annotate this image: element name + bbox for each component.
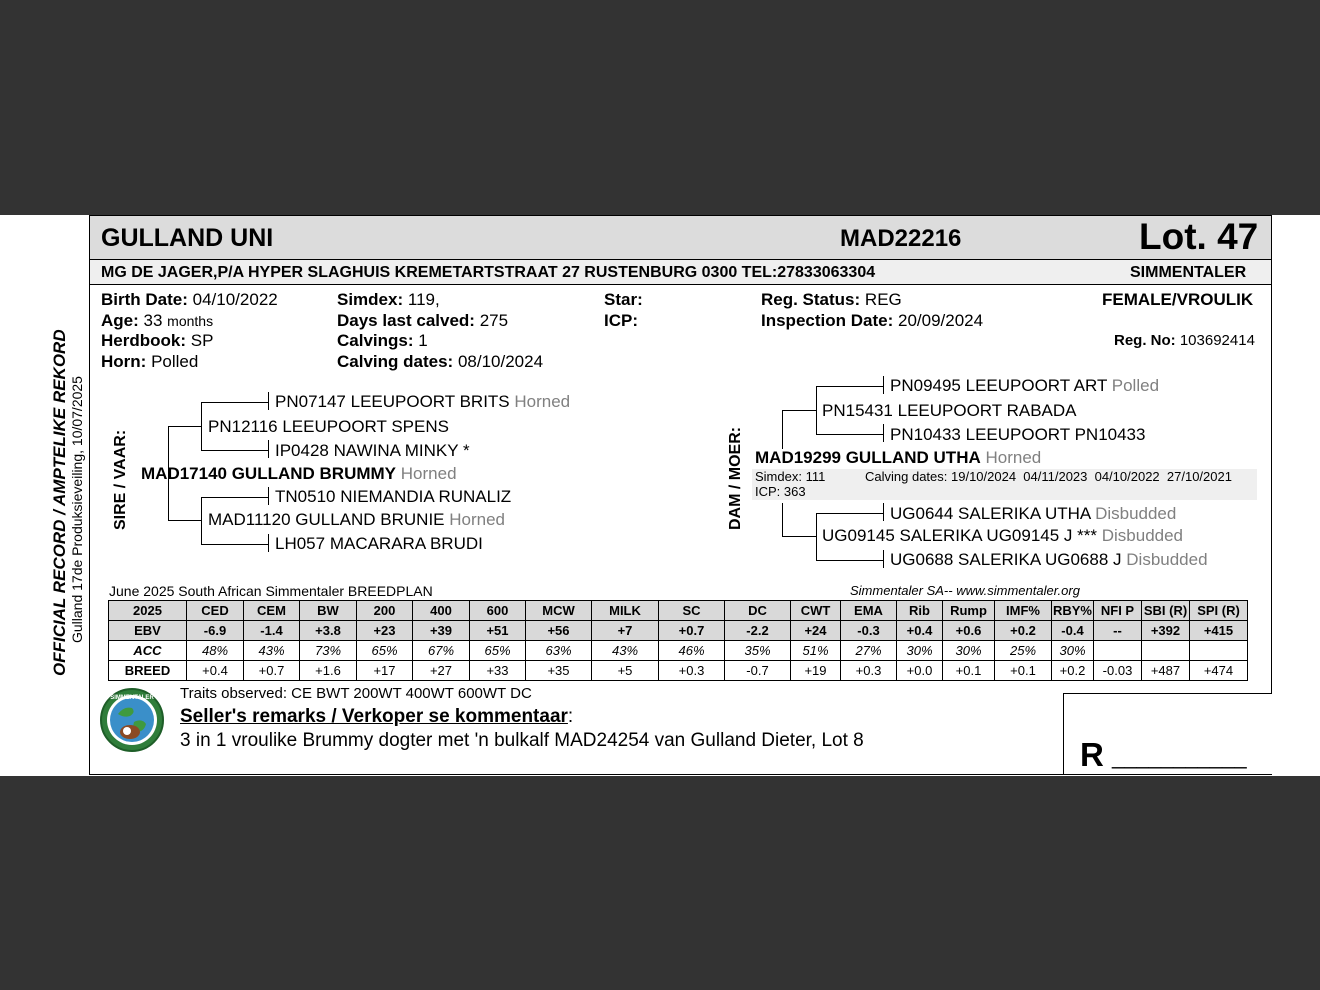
dam-dam-dam: UG0688 SALERIKA UG0688 J Disbudded xyxy=(890,550,1208,569)
headers-cell: MCW xyxy=(526,601,592,621)
sds-tick xyxy=(268,487,269,505)
breedplan-title: June 2025 South African Simmentaler BREEDPLAN xyxy=(109,583,433,599)
sss-tick xyxy=(268,392,269,410)
acc-cell: 27% xyxy=(841,641,897,661)
sire-dam-sire: TN0510 NIEMANDIA RUNALIZ xyxy=(275,487,512,506)
ebv-cell: +56 xyxy=(526,621,592,641)
acc-cell: 30% xyxy=(1052,641,1094,661)
acc-cell: 30% xyxy=(943,641,995,661)
breed-cell: +17 xyxy=(357,661,413,681)
traits-observed: Traits observed: CE BWT 200WT 400WT 600WT DC xyxy=(180,685,532,702)
headers-cell: CEM xyxy=(244,601,300,621)
dam-sire-dam: PN10433 LEEUPOORT PN10433 xyxy=(890,425,1146,444)
breedplan-table xyxy=(108,600,1248,681)
ebv-cell: +51 xyxy=(470,621,526,641)
dam-bracket-top xyxy=(782,410,816,411)
breed-cell: +0.4 xyxy=(187,661,244,681)
headers-cell: Rump xyxy=(943,601,995,621)
acc-cell: ACC xyxy=(109,641,187,661)
breed-name: SIMMENTALER xyxy=(1130,264,1247,281)
ssd-tick xyxy=(268,440,269,458)
dam-dam: UG09145 SALERIKA UG09145 J *** Disbudded xyxy=(822,526,1184,545)
ebv-cell: -- xyxy=(1094,621,1142,641)
ds-bracket-top xyxy=(816,386,883,387)
ds-bracket xyxy=(816,386,817,434)
headers-cell: BW xyxy=(300,601,357,621)
sire-sire-dam: IP0428 NAWINA MINKY * xyxy=(275,441,470,460)
ds-bracket-bottom xyxy=(816,434,883,435)
dam-icp: ICP: 363 xyxy=(755,484,806,499)
acc-cell: 63% xyxy=(526,641,592,661)
age: Age: 33 months xyxy=(101,311,214,330)
breed-cell: +27 xyxy=(413,661,470,681)
inspection-date: Inspection Date: 20/09/2024 xyxy=(761,311,984,330)
breed-cell: -0.7 xyxy=(725,661,791,681)
headers-cell: SC xyxy=(659,601,725,621)
breed-cell: -0.03 xyxy=(1094,661,1142,681)
headers-cell: CWT xyxy=(791,601,841,621)
sire-name: MAD17140 GULLAND BRUMMY Horned xyxy=(141,464,457,483)
breed-cell: BREED xyxy=(109,661,187,681)
breed-cell: +35 xyxy=(526,661,592,681)
ddd-tick xyxy=(883,550,884,568)
sd-bracket-top xyxy=(201,497,268,498)
acc-cell: 51% xyxy=(791,641,841,661)
price-line: ___________ xyxy=(1112,744,1247,769)
breedplan-breed-row xyxy=(109,661,1248,681)
acc-cell: 48% xyxy=(187,641,244,661)
headers-cell: 400 xyxy=(413,601,470,621)
headers-cell: 2025 xyxy=(109,601,187,621)
ebv-cell: -0.3 xyxy=(841,621,897,641)
card-frame-right xyxy=(1271,215,1272,694)
acc-cell xyxy=(1190,641,1248,661)
ss-bracket-bottom xyxy=(201,450,268,451)
breedplan-acc-row xyxy=(109,641,1248,661)
dsd-tick xyxy=(883,424,884,442)
breed-cell: +5 xyxy=(592,661,659,681)
breed-cell: +487 xyxy=(1142,661,1190,681)
ebv-cell: +0.6 xyxy=(943,621,995,641)
dam-sire-sire: PN09495 LEEUPOORT ART Polled xyxy=(890,376,1160,395)
acc-cell: 46% xyxy=(659,641,725,661)
dam-label: DAM / MOER: xyxy=(727,426,744,530)
ss-bracket xyxy=(201,402,202,450)
sex: FEMALE/VROULIK xyxy=(1102,290,1254,309)
ebv-cell: +39 xyxy=(413,621,470,641)
ebv-cell: +0.7 xyxy=(659,621,725,641)
sire-sire-sire: PN07147 LEEUPOORT BRITS Horned xyxy=(275,392,571,411)
animal-name: GULLAND UNI xyxy=(101,224,274,252)
dd-bracket xyxy=(816,513,817,560)
dam-bracket-bottom-vert xyxy=(782,503,783,536)
ebv-cell: +7 xyxy=(592,621,659,641)
ebv-cell: -6.9 xyxy=(187,621,244,641)
headers-cell: Rib xyxy=(897,601,943,621)
sire-label: SIRE / VAAR: xyxy=(112,429,129,530)
headers-cell: 600 xyxy=(470,601,526,621)
dam-bracket-top-vert xyxy=(782,410,783,449)
reg-status: Reg. Status: REG xyxy=(761,290,902,309)
ebv-cell: +0.4 xyxy=(897,621,943,641)
breed-cell: +474 xyxy=(1190,661,1248,681)
headers-cell: SBI (R) xyxy=(1142,601,1190,621)
ebv-cell: EBV xyxy=(109,621,187,641)
headers-cell: CED xyxy=(187,601,244,621)
herdbook: Herdbook: SP xyxy=(101,331,214,350)
horn-status: Horn: Polled xyxy=(101,352,199,371)
dd-bracket-top xyxy=(816,513,883,514)
sire-dam: MAD11120 GULLAND BRUNIE Horned xyxy=(208,510,506,529)
acc-cell xyxy=(1142,641,1190,661)
days-last-calved: Days last calved: 275 xyxy=(337,311,509,330)
acc-cell: 67% xyxy=(413,641,470,661)
breed-cell: +33 xyxy=(470,661,526,681)
breedplan-website: Simmentaler SA-- www.simmentaler.org xyxy=(850,583,1080,598)
breed-cell: +0.1 xyxy=(995,661,1052,681)
acc-cell: 35% xyxy=(725,641,791,661)
dd-bracket-bottom xyxy=(816,560,883,561)
ebv-cell: -0.4 xyxy=(1052,621,1094,641)
breed-cell: +19 xyxy=(791,661,841,681)
sd-bracket xyxy=(201,497,202,544)
simdex: Simdex: 119, xyxy=(337,290,440,309)
dss-tick xyxy=(883,376,884,394)
ebv-cell: -1.4 xyxy=(244,621,300,641)
simmentaler-logo xyxy=(100,688,164,752)
headers-cell: 200 xyxy=(357,601,413,621)
breed-cell: +0.7 xyxy=(244,661,300,681)
ebv-cell: +392 xyxy=(1142,621,1190,641)
price-r-label: R xyxy=(1080,736,1104,773)
breedplan-ebv-row xyxy=(109,621,1248,641)
dam-sire: PN15431 LEEUPOORT RABADA xyxy=(822,401,1077,420)
acc-cell: 73% xyxy=(300,641,357,661)
reg-number: Reg. No: 103692414 xyxy=(1114,332,1255,349)
acc-cell xyxy=(1094,641,1142,661)
ss-bracket-top xyxy=(201,402,268,403)
official-record-label: OFFICIAL RECORD / AMPTELIKE REKORD xyxy=(50,329,69,676)
sire-dam-dam: LH057 MACARARA BRUDI xyxy=(275,534,483,553)
headers-cell: IMF% xyxy=(995,601,1052,621)
sire-sire: PN12116 LEEUPOORT SPENS xyxy=(208,417,449,436)
calving-dates: Calving dates: 08/10/2024 xyxy=(337,352,544,371)
acc-cell: 43% xyxy=(244,641,300,661)
dam-name: MAD19299 GULLAND UTHA Horned xyxy=(755,448,1042,467)
acc-cell: 65% xyxy=(357,641,413,661)
lot-number: Lot. 47 xyxy=(1139,216,1259,257)
animal-id: MAD22216 xyxy=(840,225,962,252)
ebv-cell: +3.8 xyxy=(300,621,357,641)
breedplan-header-row xyxy=(109,601,1248,621)
birth-date: Birth Date: 04/10/2022 xyxy=(101,290,278,309)
breed-cell: +0.1 xyxy=(943,661,995,681)
dam-dam-sire: UG0644 SALERIKA UTHA Disbudded xyxy=(890,504,1177,523)
breed-cell: +1.6 xyxy=(300,661,357,681)
ebv-cell: +415 xyxy=(1190,621,1248,641)
sire-bracket-bottom xyxy=(168,520,201,521)
ebv-cell: -2.2 xyxy=(725,621,791,641)
breed-cell: +0.3 xyxy=(659,661,725,681)
acc-cell: 30% xyxy=(897,641,943,661)
dds-tick xyxy=(883,503,884,521)
dam-bracket-bottom xyxy=(782,536,816,537)
dam-calving-dates: Calving dates: 19/10/2024 04/11/2023 04/10/2022 27/10/2021 xyxy=(865,469,1232,484)
headers-cell: EMA xyxy=(841,601,897,621)
ebv-cell: +0.2 xyxy=(995,621,1052,641)
acc-cell: 43% xyxy=(592,641,659,661)
calvings: Calvings: 1 xyxy=(337,331,428,350)
ebv-cell: +24 xyxy=(791,621,841,641)
headers-cell: NFI P xyxy=(1094,601,1142,621)
sd-bracket-bottom xyxy=(201,544,268,545)
headers-cell: DC xyxy=(725,601,791,621)
sire-bracket-top xyxy=(168,426,201,427)
seller-remarks: 3 in 1 vroulike Brummy dogter met 'n bulkalf MAD24254 van Gulland Dieter, Lot 8 xyxy=(180,730,864,751)
headers-cell: SPI (R) xyxy=(1190,601,1248,621)
star-label: Star: xyxy=(604,290,643,309)
remarks-heading: Seller's remarks / Verkoper se kommentaar: xyxy=(180,706,574,727)
owner-address: MG DE JAGER,P/A HYPER SLAGHUIS KREMETARTSTRAAT 27 RUSTENBURG 0300 TEL:27833063304 xyxy=(101,264,876,281)
ebv-cell: +23 xyxy=(357,621,413,641)
icp-label: ICP: xyxy=(604,311,638,330)
acc-cell: 25% xyxy=(995,641,1052,661)
svg-text:SIMMENTALER: SIMMENTALER xyxy=(110,695,154,701)
sale-name-label: Gulland 17de Produksieveiling, 10/07/2025 xyxy=(69,376,85,643)
breed-cell: +0.2 xyxy=(1052,661,1094,681)
breed-cell: +0.3 xyxy=(841,661,897,681)
acc-cell: 65% xyxy=(470,641,526,661)
sdd-tick xyxy=(268,534,269,552)
headers-cell: MILK xyxy=(592,601,659,621)
headers-cell: RBY% xyxy=(1052,601,1094,621)
dam-simdex: Simdex: 111 xyxy=(755,469,826,484)
breed-cell: +0.0 xyxy=(897,661,943,681)
